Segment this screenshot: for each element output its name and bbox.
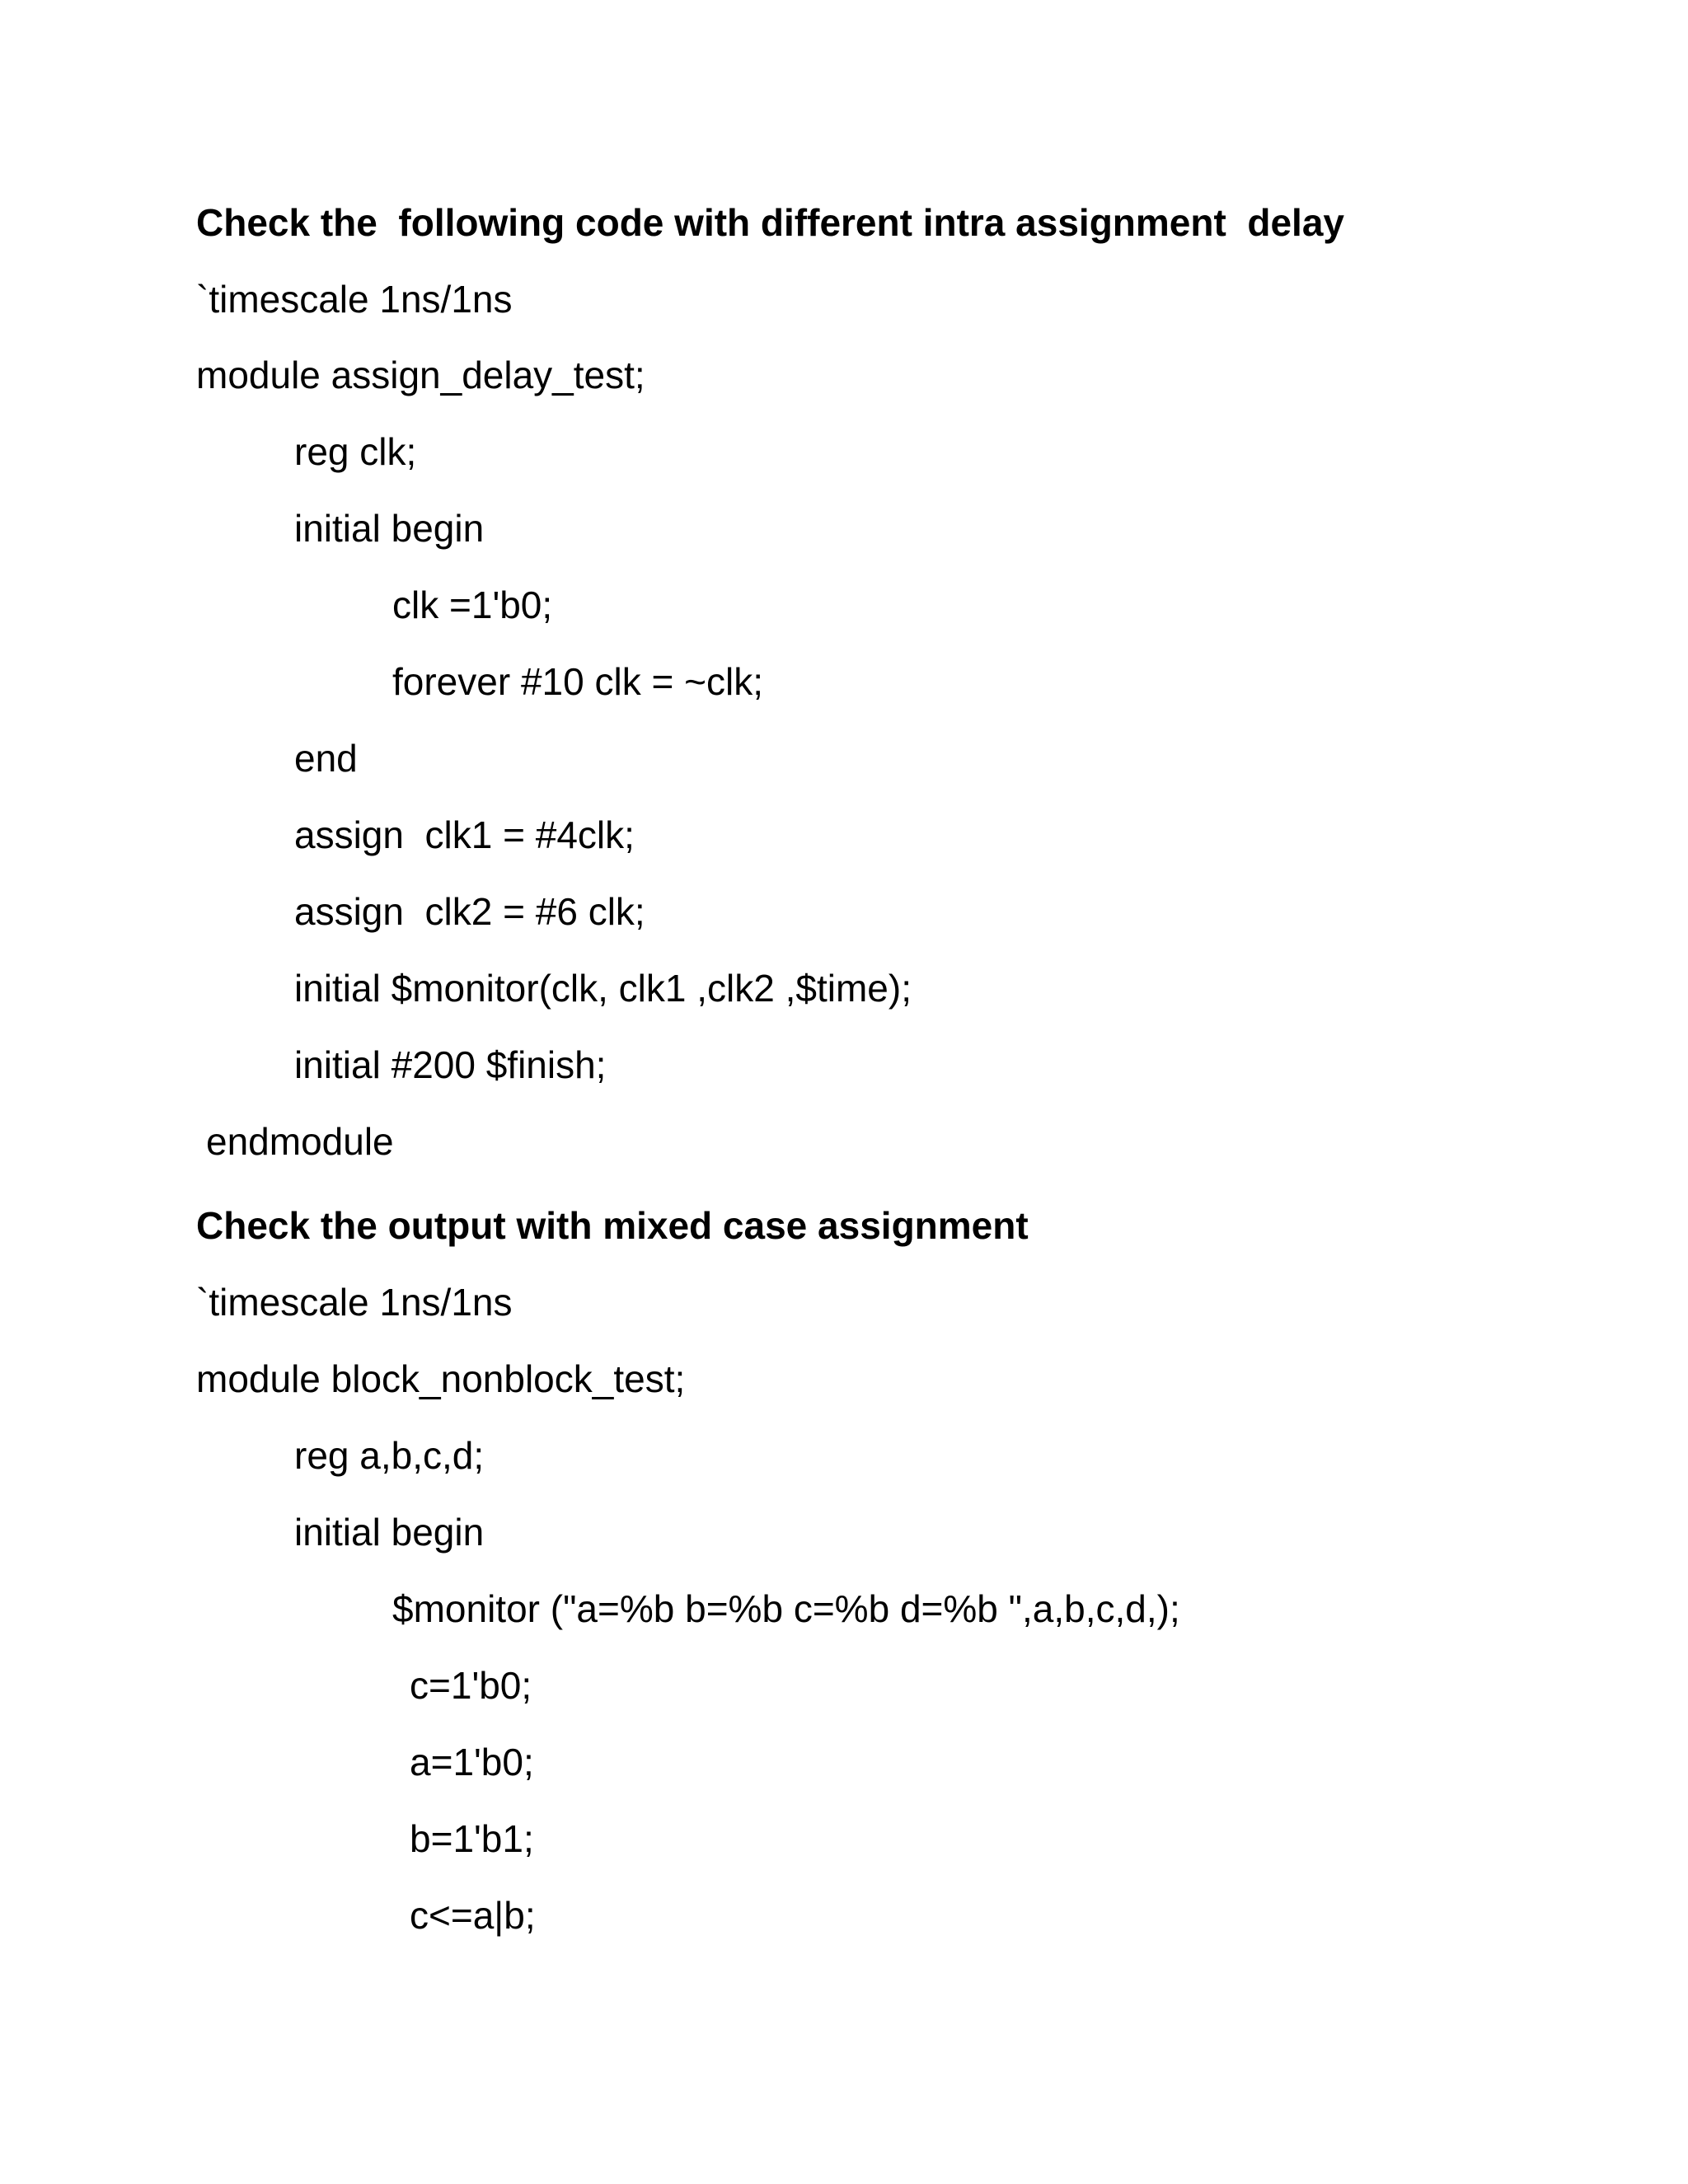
code-line-reg: reg clk; <box>294 430 417 473</box>
code-line-assign-clk2: assign clk2 = #6 clk; <box>294 890 645 933</box>
code-line-finish: initial #200 $finish; <box>294 1043 607 1086</box>
code-line-timescale: `timescale 1ns/1ns <box>196 1281 513 1324</box>
code-line-b-init: b=1'b1; <box>410 1817 534 1860</box>
code-line-reg: reg a,b,c,d; <box>294 1434 485 1477</box>
code-line-c-init: c=1'b0; <box>410 1664 532 1707</box>
code-line-monitor: initial $monitor(clk, clk1 ,clk2 ,$time); <box>294 967 912 1010</box>
code-line-forever: forever #10 clk = ~clk; <box>392 660 763 703</box>
code-line-module: module block_nonblock_test; <box>196 1357 686 1400</box>
code-line-c-nonblocking: c<=a|b; <box>410 1894 536 1937</box>
section-heading-intra-delay: Check the following code with different intra assignment delay <box>196 201 1344 244</box>
code-line-assign-clk1: assign clk1 = #4clk; <box>294 813 635 856</box>
code-line-initial-begin: initial begin <box>294 1511 485 1554</box>
code-line-initial-begin: initial begin <box>294 507 485 550</box>
code-line-module: module assign_delay_test; <box>196 354 645 396</box>
code-line-a-init: a=1'b0; <box>410 1741 534 1783</box>
code-line-end: end <box>294 737 358 780</box>
code-line-monitor: $monitor ("a=%b b=%b c=%b d=%b ",a,b,c,d,); <box>392 1587 1180 1630</box>
code-line-timescale: `timescale 1ns/1ns <box>196 278 513 321</box>
code-line-endmodule: endmodule <box>206 1120 394 1163</box>
section-heading-mixed-assignment: Check the output with mixed case assignment <box>196 1204 1029 1247</box>
code-line-clk-init: clk =1'b0; <box>392 583 553 626</box>
